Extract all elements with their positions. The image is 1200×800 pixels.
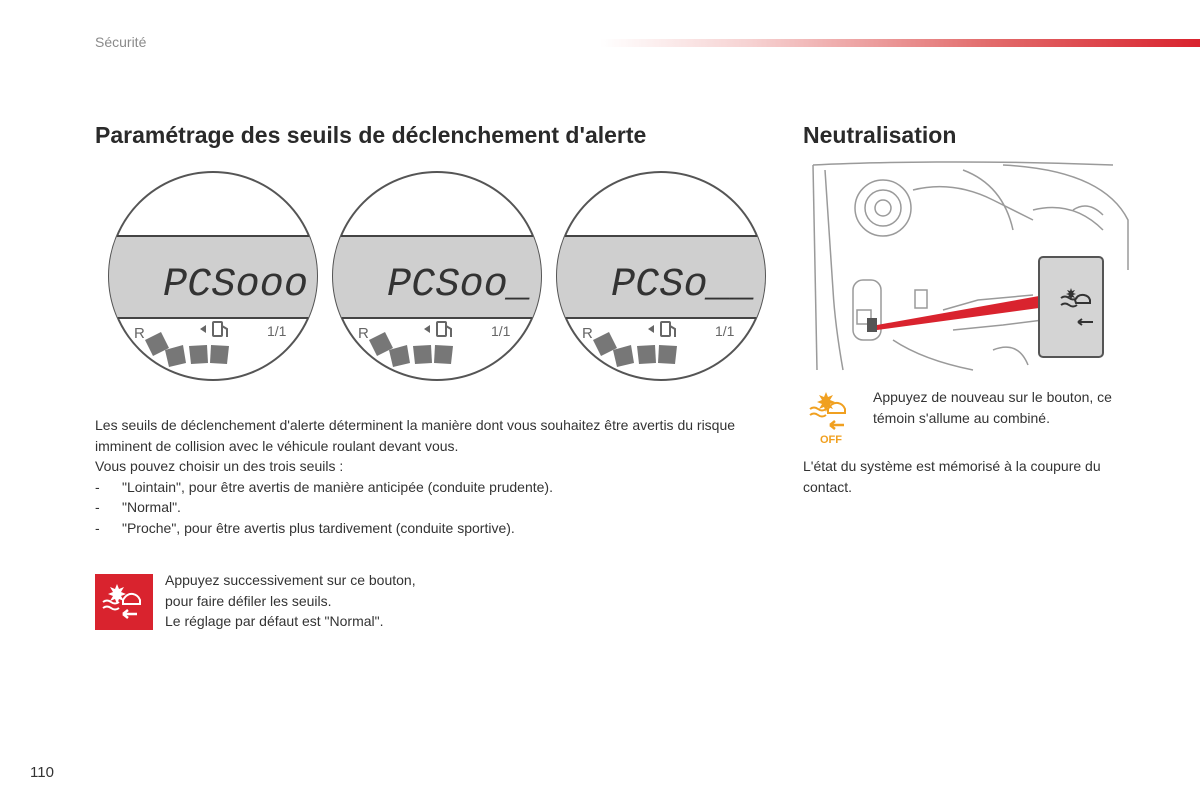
press-instructions [165, 570, 425, 632]
header-accent-bar [600, 39, 1200, 47]
press-text: Appuyez successivement sur ce bouton, pour faire défiler les seuils. [165, 572, 416, 609]
pcs-button-icon [95, 574, 153, 630]
reverse-marker: R [134, 325, 145, 342]
section-label: Sécurité [95, 34, 147, 50]
memorized-state-text: L'état du système est mémorisé à la coupure du contact. [803, 458, 1101, 495]
fraction-marker: 1/1 [715, 323, 735, 339]
lcd-display: PCSo__ [611, 263, 756, 308]
settings-heading: Paramétrage des seuils de déclenchement d'alerte [95, 122, 647, 148]
pcs-off-warning-icon [806, 388, 856, 448]
lcd-display: PCSooo [163, 263, 308, 308]
press-again-text: Appuyez de nouveau sur le bouton, ce témoin s'allume au combiné. [873, 389, 1112, 426]
threshold-list [95, 477, 765, 539]
list-item: - "Normal". [95, 497, 765, 518]
gauge-illustrations [105, 168, 770, 398]
list-item: - "Proche", pour être avertis plus tardivement (conduite sportive). [95, 518, 765, 539]
thresholds-description [95, 415, 765, 538]
reverse-marker: R [582, 325, 593, 342]
gauge-lointain [105, 168, 321, 384]
list-item: - "Lointain", pour être avertis de manière anticipée (conduite prudente). [95, 477, 765, 498]
gauge-proche [553, 168, 769, 384]
page-number: 110 [30, 764, 54, 781]
deactivation-heading: Neutralisation [803, 122, 957, 148]
gauge-normal [329, 168, 545, 384]
default-setting-text: Le réglage par défaut est "Normal". [165, 613, 384, 629]
off-label: OFF [820, 434, 842, 446]
dashboard-illustration [803, 160, 1133, 375]
fraction-marker: 1/1 [267, 323, 287, 339]
choice-intro: Vous pouvez choisir un des trois seuils : [95, 458, 344, 474]
reverse-marker: R [358, 325, 369, 342]
lcd-display: PCSoo_ [387, 263, 532, 308]
description-text: Les seuils de déclenchement d'alerte déterminent la manière dont vous souhaitez être avertis du risque imminent de collision avec le véhicule roulant devant vous. [95, 417, 736, 454]
fraction-marker: 1/1 [491, 323, 511, 339]
